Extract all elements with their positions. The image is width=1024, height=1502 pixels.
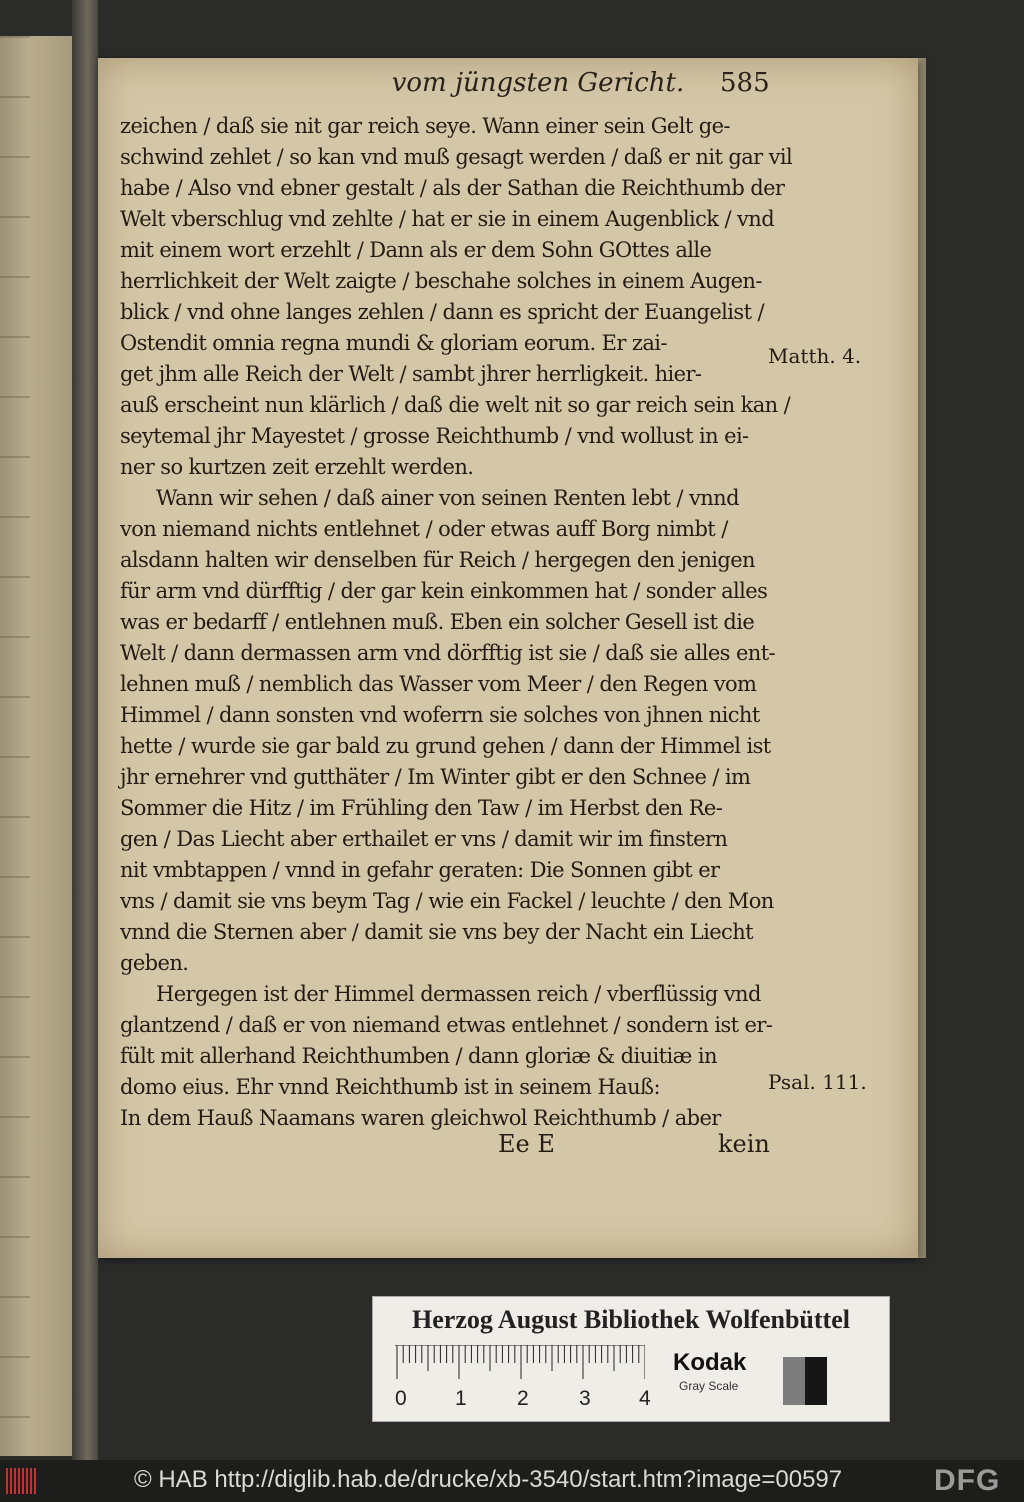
scale-number: 2 (517, 1387, 529, 1410)
text-line: für arm vnd dürfftig / der gar kein einkommen hat / sonder alles (120, 579, 768, 603)
text-line: Himmel / dann sonsten vnd woferrn sie solches von jhnen nicht (120, 703, 760, 727)
dfg-logo: DFG (934, 1464, 1001, 1497)
signature-mark: Ee E (498, 1130, 555, 1158)
text-line: mit einem wort erzehlt / Dann als er dem Sohn GOttes alle (120, 238, 712, 262)
catchword: kein (718, 1130, 770, 1158)
text-line: seytemal jhr Mayestet / grosse Reichthumb / vnd wollust in ei- (120, 424, 749, 448)
scale-number: 0 (395, 1387, 407, 1410)
text-line: auß erscheint nun klärlich / daß die welt nit so gar reich sein kan / (120, 393, 791, 417)
scale-number: 4 (639, 1387, 651, 1410)
text-line: alsdann halten wir denselben für Reich / hergegen den jenigen (120, 548, 755, 572)
margin-note-psalm: Psal. 111. (768, 1070, 867, 1094)
book-gutter (72, 0, 98, 1460)
text-line: ner so kurtzen zeit erzehlt werden. (120, 455, 474, 479)
left-page-edge (0, 36, 30, 1456)
book-page (98, 58, 918, 1258)
text-line: was er bedarff / entlehnen muß. Eben ein solcher Gesell ist die (120, 610, 755, 634)
text-line: zeichen / daß sie nit gar reich seye. Wann einer sein Gelt ge- (120, 114, 730, 138)
text-line: vns / damit sie vns beym Tag / wie ein Fackel / leuchte / den Mon (120, 889, 774, 913)
text-line: Wann wir sehen / daß ainer von seinen Renten lebt / vnnd (156, 486, 739, 510)
text-line: nit vmbtappen / vnnd in gefahr geraten: Die Sonnen gibt er (120, 858, 720, 882)
text-line: von niemand nichts entlehnet / oder etwas auff Borg nimbt / (120, 517, 728, 541)
text-line: Hergegen ist der Himmel dermassen reich / vberflüssig vnd (156, 982, 761, 1006)
text-line: get jhm alle Reich der Welt / sambt jhrer herrligkeit. hier- (120, 362, 702, 386)
scale-ruler (395, 1345, 645, 1381)
text-line: In dem Hauß Naamans waren gleichwol Reichthumb / aber (120, 1106, 721, 1130)
scale-number: 1 (455, 1387, 467, 1410)
text-line: glantzend / daß er von niemand etwas entlehnet / sondern ist er- (120, 1013, 773, 1037)
text-line: blick / vnd ohne langes zehlen / dann es spricht der Euangelist / (120, 300, 764, 324)
text-line: domo eius. Ehr vnnd Reichthumb ist in seinem Hauß: (120, 1075, 660, 1099)
text-line: geben. (120, 951, 189, 975)
text-line: Welt vberschlug vnd zehlte / hat er sie in einem Augenblick / vnd (120, 207, 775, 231)
page-number: 585 (720, 68, 770, 98)
text-line: fült mit allerhand Reichthumben / dann gloriæ & diuitiæ in (120, 1044, 717, 1068)
kodak-logo-text: Kodak (673, 1349, 747, 1376)
target-title: Herzog August Bibliothek Wolfenbüttel (412, 1305, 850, 1334)
text-line: Sommer die Hitz / im Frühling den Taw / im Herbst den Re- (120, 796, 723, 820)
text-line: hette / wurde sie gar bald zu grund gehen / dann der Himmel ist (120, 734, 771, 758)
margin-note-matthew: Matth. 4. (768, 344, 862, 368)
text-line: Welt / dann dermassen arm vnd dörfftig ist sie / daß sie alles ent- (120, 641, 776, 665)
text-line: herrlichkeit der Welt zaigte / beschahe solches in einem Augen- (120, 269, 762, 293)
gray-scale-label: Gray Scale (679, 1379, 739, 1393)
text-line: gen / Das Liecht aber erthailet er vns / damit wir im finstern (120, 827, 728, 851)
text-line: jhr ernehrer vnd gutthäter / Im Winter gibt er den Schnee / im (120, 765, 751, 789)
copyright-credit: © HAB http://diglib.hab.de/drucke/xb-3540/start.htm?image=00597 (134, 1466, 843, 1493)
text-line: vnnd die Sternen aber / damit sie vns bey der Nacht ein Liecht (120, 920, 753, 944)
black-patch (805, 1357, 827, 1405)
running-header: vom jüngsten Gericht. (391, 68, 685, 98)
text-line: lehnen muß / nemblich das Wasser vom Meer / den Regen vom (120, 672, 757, 696)
hab-logo-icon (6, 1468, 36, 1494)
text-line: habe / Also vnd ebner gestalt / als der Sathan die Reichthumb der (120, 176, 785, 200)
text-line: Ostendit omnia regna mundi & gloriam eorum. Er zai- (120, 331, 667, 355)
color-target-card (372, 1296, 890, 1422)
text-line: schwind zehlet / so kan vnd muß gesagt werden / daß er nit gar vil (120, 145, 793, 169)
scale-number: 3 (579, 1387, 591, 1410)
gray-patch (783, 1357, 805, 1405)
footer-bar (0, 1460, 1024, 1502)
